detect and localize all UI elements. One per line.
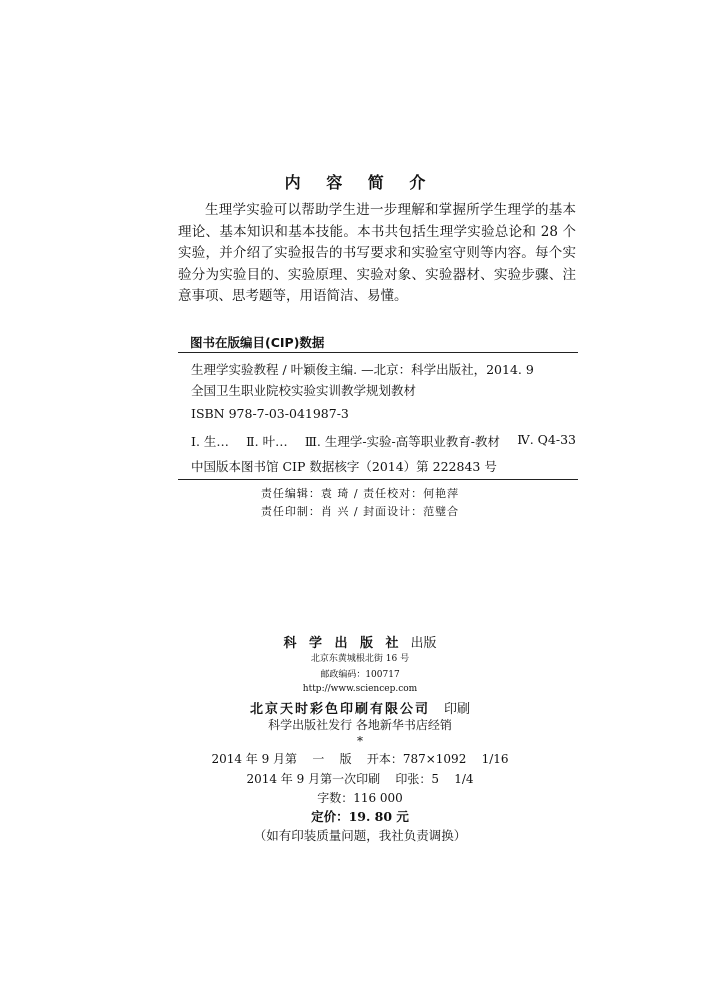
printer-line bbox=[0, 698, 720, 717]
publisher-line bbox=[0, 632, 720, 651]
publisher-website: http://www.sciencep.com bbox=[302, 684, 418, 694]
separator-star: * bbox=[357, 734, 363, 748]
publisher-suffix: 出版 bbox=[410, 636, 437, 651]
publisher-postcode: 邮政编码：100717 bbox=[320, 670, 400, 680]
edition-line: 2014 年 9 月第 一 版 开本：787×1092 1/16 bbox=[211, 752, 509, 766]
cip-class-3: Ⅲ. 生理学-实验-高等职业教育-教材 bbox=[304, 434, 500, 449]
cip-top-rule bbox=[178, 352, 578, 353]
publisher-name: 科 学 出 版 社 bbox=[283, 636, 403, 651]
cip-class-4: Ⅳ. Q4-33 bbox=[517, 432, 576, 447]
cip-heading: 图书在版编目(CIP)数据 bbox=[190, 335, 325, 350]
publisher-address: 北京东黄城根北街 16 号 bbox=[310, 654, 410, 664]
summary-section bbox=[178, 200, 576, 308]
credits-production: 责任印制：肖 兴 / 封面设计：范璧合 bbox=[260, 505, 460, 518]
cip-class-2: Ⅱ. 叶… bbox=[246, 434, 288, 449]
cip-title-line: 生理学实验教程 / 叶颖俊主编. —北京：科学出版社，2014. 9 bbox=[191, 362, 534, 377]
cip-bottom-rule bbox=[178, 479, 578, 480]
printer-suffix: 印刷 bbox=[444, 702, 471, 717]
cip-isbn: ISBN 978-7-03-041987-3 bbox=[191, 406, 349, 421]
cip-class-1: Ⅰ. 生… bbox=[191, 434, 229, 449]
cip-series-line: 全国卫生职业院校实验实训教学规划教材 bbox=[191, 383, 417, 398]
cip-classification bbox=[191, 432, 576, 450]
price: 定价：19. 80 元 bbox=[311, 809, 409, 824]
distribution-line: 科学出版社发行 各地新华书店经销 bbox=[268, 718, 452, 732]
summary-title: 内 容 简 介 bbox=[284, 173, 436, 192]
printer-name: 北京天时彩色印刷有限公司 bbox=[249, 702, 430, 717]
printing-line: 2014 年 9 月第一次印刷 印张：5 1/4 bbox=[246, 772, 474, 786]
word-count: 字数：116 000 bbox=[317, 791, 403, 805]
cip-record-number: 中国版本图书馆 CIP 数据核字（2014）第 222843 号 bbox=[191, 459, 497, 474]
summary-paragraph: 生理学实验可以帮助学生进一步理解和掌握所学生理学的基本理论、基本知识和基本技能。本书共包括生理学实验总论和 28 个实验，并介绍了实验报告的书写要求和实验室守则等内容。每个实验分为实验目的、实验原理、实验对象、实验器材、实验步骤、注意事项、思考题等，用语简洁、易懂。 bbox=[178, 202, 576, 305]
credits-editors: 责任编辑：袁 琦 / 责任校对：何艳萍 bbox=[260, 487, 460, 500]
quality-note: （如有印装质量问题，我社负责调换） bbox=[253, 828, 467, 843]
